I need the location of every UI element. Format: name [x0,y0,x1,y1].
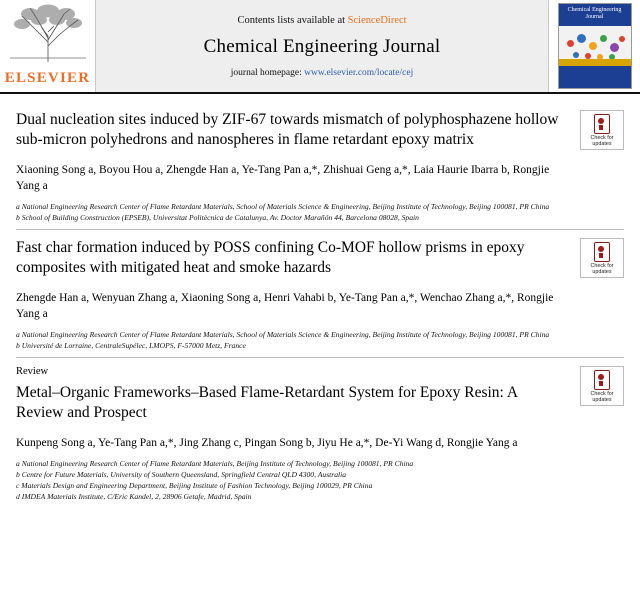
article-affiliation: c Materials Design and Engineering Department, Beijing Institute of Fashion Technology, Beijing 100029, PR China [16,481,373,490]
article-affiliation: a National Engineering Research Center of Flame Retardant Materials, School of Materials Science & Engineering, Beijing Institute of Technology, Beijing 100081, PR China [16,202,550,211]
journal-homepage-line [231,68,413,78]
crossmark-line1: Check for [590,391,614,397]
article-affiliation: b Centre for Future Materials, University of Southern Queensland, Springfield Central QLD 4300, Australia [16,470,347,479]
article-authors: Zhengde Han a, Wenyuan Zhang a, Xiaoning Song a, Henri Vahabi b, Ye-Tang Pan a,*, Wenchao Zhang a,*, Rongjie Yang a [16,292,554,320]
crossmark-line1: Check for [590,263,614,269]
journal-cover-thumbnail[interactable] [548,0,640,92]
cover-footer-bar [559,66,631,88]
article-type-label: Review [16,366,49,377]
article-title[interactable]: Fast char formation induced by POSS confining Co-MOF hollow prisms in epoxy composites with mitigated heat and smoke hazards [16,239,525,276]
journal-masthead [0,0,640,94]
article-affiliation: d IMDEA Materials Institute, C/Eric Kandel, 2, 28906 Getafe, Madrid, Spain [16,492,252,501]
article-title[interactable]: Metal–Organic Frameworks–Based Flame-Retardant System for Epoxy Resin: A Review and Prospect [16,384,518,421]
article-entry[interactable] [16,238,624,351]
crossmark-icon [594,242,610,262]
cover-accent-bar [559,59,631,66]
journal-homepage-link[interactable]: www.elsevier.com/locate/cej [304,67,414,78]
elsevier-tree-icon [6,2,90,64]
contents-lists-line [237,15,406,26]
article-affiliation: b Université de Lorraine, CentraleSupélec, LMOPS, F-57000 Metz, France [16,341,246,350]
article-entry[interactable] [16,366,624,502]
sciencedirect-link[interactable]: ScienceDirect [347,14,407,26]
crossmark-line2: updates [592,269,612,275]
crossmark-icon [594,114,610,134]
publisher-logo [0,0,96,92]
journal-title: Chemical Engineering Journal [203,35,441,57]
homepage-prefix: journal homepage: [230,67,305,78]
cover-title: Chemical Engineering Journal [559,4,631,26]
crossmark-badge[interactable] [580,110,624,150]
divider [16,229,624,230]
crossmark-badge[interactable] [580,366,624,406]
crossmark-badge[interactable] [580,238,624,278]
article-list [0,94,640,502]
article-affiliation: a National Engineering Research Center of Flame Retardant Materials, Beijing Institute of Technology, Beijing 100081, PR China [16,459,414,468]
divider [16,357,624,358]
article-authors: Xiaoning Song a, Boyou Hou a, Zhengde Han a, Ye-Tang Pan a,*, Zhishuai Geng a,*, Laia Haurie Ibarra b, Rongjie Yang a [16,164,550,192]
crossmark-line1: Check for [590,135,614,141]
crossmark-line2: updates [592,397,612,403]
elsevier-wordmark: ELSEVIER [4,70,91,86]
cover-image [558,3,632,89]
contents-prefix: Contents lists available at [237,14,348,26]
masthead-center [96,0,548,92]
article-title[interactable]: Dual nucleation sites induced by ZIF-67 towards mismatch of polyphosphazene hollow sub-micron polyhedrons and nanospheres in flame retardant epoxy matrix [16,111,559,148]
article-affiliation: a National Engineering Research Center of Flame Retardant Materials, School of Materials Science & Engineering, Beijing Institute of Technology, Beijing 100081, PR China [16,330,550,339]
article-entry[interactable] [16,110,624,223]
crossmark-icon [594,370,610,390]
crossmark-line2: updates [592,141,612,147]
article-affiliation: b School of Building Construction (EPSEB), Universitat Politècnica de Catalunya, Av. Doctor Marañón 44, Barcelona 08028, Spain [16,213,419,222]
article-authors: Kunpeng Song a, Ye-Tang Pan a,*, Jing Zhang c, Pingan Song b, Jiyu He a,*, De-Yi Wang d, Rongjie Yang a [16,437,518,449]
